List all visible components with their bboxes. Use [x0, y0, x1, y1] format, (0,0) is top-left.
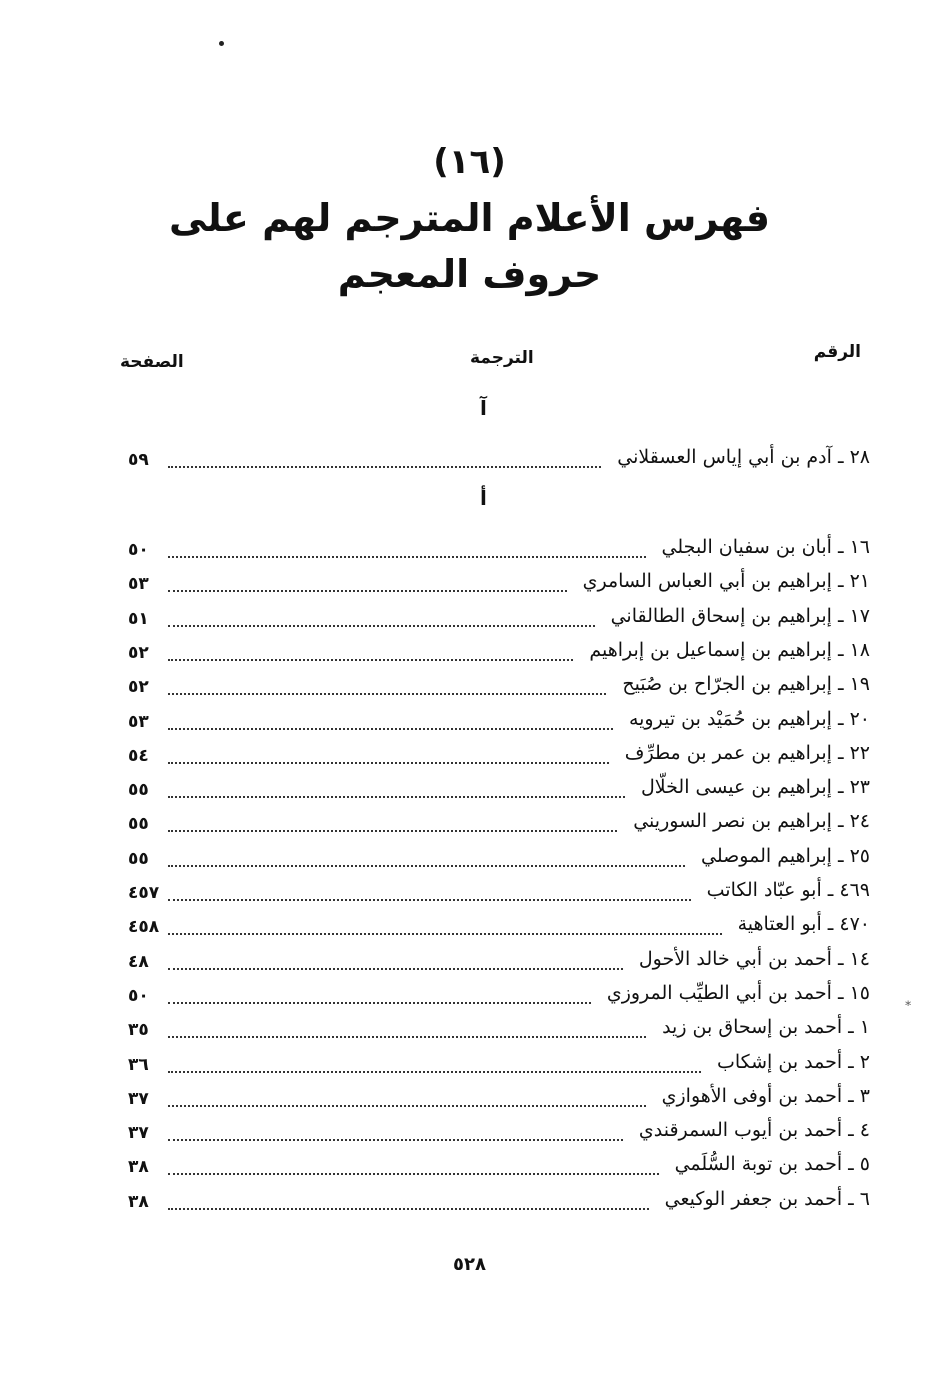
entry-name: ١٧ ـ إبراهيم بن إسحاق الطالقاني [610, 604, 870, 627]
entry-page: ٥٠ [128, 985, 149, 1006]
index-entry [120, 1147, 870, 1181]
index-entry [120, 1045, 870, 1079]
dot-leader [168, 1105, 646, 1107]
dot-leader [168, 1002, 591, 1004]
entry-name: ٤ ـ أحمد بن أيوب السمرقندي [638, 1119, 870, 1142]
entry-name: ٦ ـ أحمد بن جعفر الوكيعي [664, 1187, 870, 1210]
index-entry [120, 770, 870, 804]
index-entry [120, 1010, 870, 1044]
entry-page: ٥٠ [128, 540, 149, 560]
entry-name: ١٥ ـ أحمد بن أبي الطيِّب المروزي [606, 981, 870, 1004]
entry-name: ٢٤ ـ إبراهيم بن نصر السوريني [633, 810, 870, 833]
dot-leader [168, 556, 646, 558]
entry-name: ٢٠ ـ إبراهيم بن حُمَيْد بن تيرويه [628, 707, 870, 730]
column-header-name: الترجمة [470, 348, 534, 368]
page-number: ٥٢٨ [453, 1254, 486, 1275]
entry-name: ٢٢ ـ إبراهيم بن عمر بن مطرِّف [624, 741, 870, 764]
dot-leader [168, 1036, 646, 1038]
entry-page: ٤٨ [128, 951, 149, 972]
dot-leader [168, 796, 625, 798]
entry-name: ٣ ـ أحمد بن أوفى الأهوازي [661, 1084, 870, 1107]
letter-heading: أ [480, 486, 487, 510]
dot-leader [168, 590, 567, 592]
entry-page: ٥٣ [128, 711, 149, 732]
entry-page: ٣٦ [128, 1054, 149, 1075]
dot-leader [168, 1173, 659, 1175]
index-entry [120, 976, 870, 1010]
index-entry [120, 599, 870, 633]
ink-dot [219, 41, 224, 46]
entry-name: ٥ ـ أحمد بن توبة السُّلَمي [674, 1153, 870, 1176]
dot-leader [168, 968, 623, 970]
entry-name: ٢٥ ـ إبراهيم الموصلي [701, 844, 870, 867]
index-entry [120, 564, 870, 598]
entry-page: ٣٥ [128, 1020, 149, 1041]
letter-heading: آ [480, 396, 487, 420]
entry-page: ٥٥ [128, 814, 149, 835]
dot-leader [168, 625, 595, 627]
entry-page: ٥٥ [128, 848, 149, 869]
index-entry [120, 1079, 870, 1113]
dot-leader [168, 466, 601, 468]
entry-name: ١٤ ـ أحمد بن أبي خالد الأحول [638, 947, 870, 970]
entry-name: ٢ ـ أحمد بن إشكاب [716, 1050, 870, 1073]
entry-name: ١٨ ـ إبراهيم بن إسماعيل بن إبراهيم [589, 638, 870, 661]
index-entry [120, 907, 870, 941]
index-entry [120, 530, 870, 564]
index-entry [120, 440, 870, 474]
entry-page: ٥٤ [128, 745, 149, 766]
dot-leader [168, 693, 606, 695]
column-header-page: الصفحة [120, 352, 184, 372]
entry-name: ٢١ ـ إبراهيم بن أبي العباس السامري [582, 570, 870, 593]
dot-leader [168, 1071, 701, 1073]
entry-name: ١٦ ـ أبان بن سفيان البجلي [661, 536, 870, 558]
dot-leader [168, 830, 617, 832]
entry-page: ٣٧ [128, 1123, 149, 1144]
dot-leader [168, 899, 691, 901]
index-entry [120, 873, 870, 907]
index-title: فهرس الأعلام المترجم لهم على [168, 196, 771, 240]
entry-page: ٤٥٨ [128, 917, 160, 938]
index-entry [120, 702, 870, 736]
section-number: (١٦) [433, 142, 506, 182]
index-entry [120, 839, 870, 873]
entry-page: ٥٢ [128, 642, 149, 663]
entry-name: ٤٧٠ ـ أبو العتاهية [737, 913, 870, 936]
entry-page: ٣٨ [128, 1191, 149, 1212]
entry-page: ٥٢ [128, 677, 149, 698]
index-entry [120, 804, 870, 838]
entry-page: ٥٣ [128, 574, 149, 595]
index-entry [120, 942, 870, 976]
dot-leader [168, 728, 613, 730]
column-header-number: الرقم [813, 342, 861, 362]
entry-page: ٤٥٧ [128, 883, 160, 903]
dot-leader [168, 659, 573, 661]
entry-name: ٢٨ ـ آدم بن أبي إياس العسقلاني [617, 446, 870, 468]
index-entry [120, 667, 870, 701]
index-entry [120, 633, 870, 667]
dot-leader [168, 762, 609, 764]
scan-speck: ∗ [904, 996, 913, 1010]
entry-name: ٤٦٩ ـ أبو عبّاد الكاتب [706, 879, 870, 901]
entry-page: ٣٧ [128, 1088, 149, 1109]
entry-page: ٥١ [128, 608, 149, 629]
dot-leader [168, 865, 685, 867]
entry-page: ٥٩ [128, 450, 149, 470]
dot-leader [168, 1208, 649, 1210]
index-entry [120, 1182, 870, 1216]
entry-page: ٥٥ [128, 780, 149, 801]
index-entry [120, 736, 870, 770]
index-subtitle: حروف المعجم [337, 252, 602, 296]
entry-page: ٣٨ [128, 1157, 149, 1178]
dot-leader [168, 1139, 623, 1141]
index-entry [120, 1113, 870, 1147]
entry-name: ١٩ ـ إبراهيم بن الجرّاح بن صُبَيح [622, 673, 870, 696]
entry-name: ١ ـ أحمد بن إسحاق بن زيد [662, 1016, 870, 1039]
dot-leader [168, 933, 722, 935]
entry-name: ٢٣ ـ إبراهيم بن عيسى الخلّال [641, 776, 870, 799]
